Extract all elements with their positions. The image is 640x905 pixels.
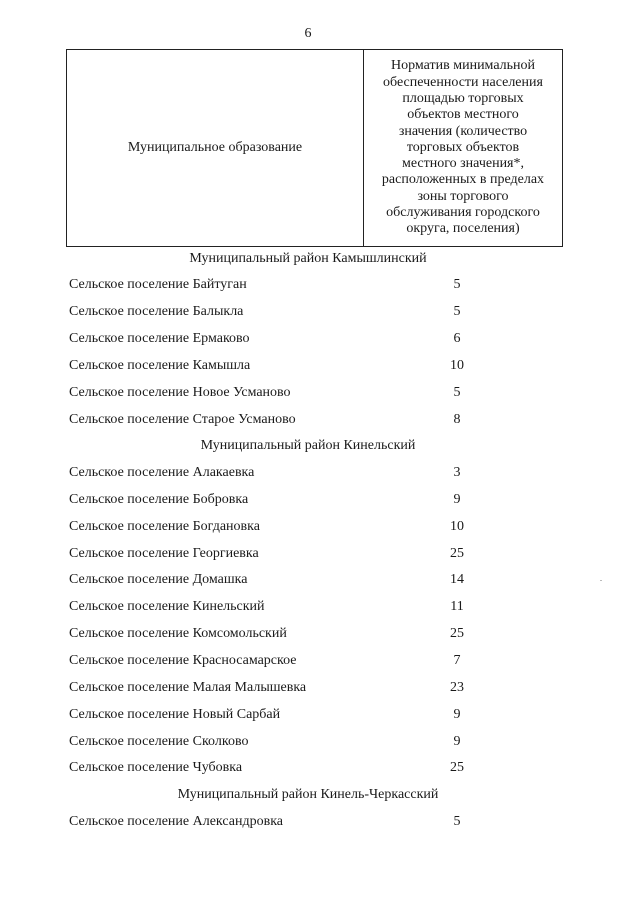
settlement-value: 23 (450, 680, 464, 695)
settlement-value: 25 (450, 760, 464, 775)
header-municipality-cell (67, 50, 364, 247)
settlement-value: 10 (450, 358, 464, 373)
table-row (69, 330, 499, 348)
settlement-name: Сельское поселение Александровка (69, 814, 284, 829)
settlement-name: Сельское поселение Комсомольский (69, 626, 287, 641)
settlement-value: 10 (450, 519, 464, 534)
settlement-value: 5 (453, 277, 461, 292)
settlement-name: Сельское поселение Домашка (69, 572, 248, 587)
table-row (69, 652, 499, 670)
settlement-name: Сельское поселение Кинельский (69, 599, 265, 614)
settlement-name: Сельское поселение Новый Сарбай (69, 707, 281, 722)
header-norm-line: значения (количество (398, 123, 528, 139)
settlement-value: 9 (453, 734, 461, 749)
table-row (69, 411, 499, 429)
header-norm-line: объектов местного (407, 107, 519, 123)
table-row (69, 625, 499, 643)
settlement-name: Сельское поселение Георгиевка (69, 546, 259, 561)
table-row (69, 518, 499, 536)
settlement-name: Сельское поселение Новое Усманово (69, 385, 291, 400)
settlement-value: 3 (453, 465, 461, 480)
group-title-kinelsky: Муниципальный район Кинельский (200, 438, 416, 453)
settlement-name: Сельское поселение Балыкла (69, 304, 244, 319)
table-row (69, 464, 499, 482)
settlement-name: Сельское поселение Камышла (69, 358, 251, 373)
settlement-value: 5 (453, 304, 461, 319)
scan-speck (600, 580, 602, 581)
table-row (69, 759, 499, 777)
table-row (69, 733, 499, 751)
settlement-value: 25 (450, 626, 464, 641)
table-row (69, 303, 499, 321)
settlement-name: Сельское поселение Старое Усманово (69, 412, 296, 427)
table-row (69, 571, 499, 589)
settlement-name: Сельское поселение Сколково (69, 734, 249, 749)
settlement-name: Сельское поселение Бобровка (69, 492, 249, 507)
group-title-kamyshlinsky: Муниципальный район Камышлинский (189, 251, 427, 266)
header-norm-line: обеспеченности населения (383, 74, 543, 90)
table-row (69, 545, 499, 563)
header-norm-line: зоны торгового (417, 188, 509, 204)
header-norm-line: расположенных в пределах (381, 172, 545, 188)
table-row (69, 384, 499, 402)
table-row (69, 276, 499, 294)
table-row (69, 706, 499, 724)
settlement-name: Сельское поселение Богдановка (69, 519, 260, 534)
settlement-name: Сельское поселение Малая Малышевка (69, 680, 307, 695)
settlement-name: Сельское поселение Алакаевка (69, 465, 255, 480)
settlement-value: 5 (453, 814, 461, 829)
header-norm-cell (364, 50, 563, 247)
header-norm-line: торговых объектов (406, 139, 520, 155)
settlement-value: 14 (450, 572, 464, 587)
page-number: 6 (304, 26, 312, 41)
settlement-value: 5 (453, 385, 461, 400)
settlement-name: Сельское поселение Чубовка (69, 760, 243, 775)
header-norm-line: обслуживания городского (386, 205, 540, 221)
settlement-name: Сельское поселение Байтуган (69, 277, 247, 292)
table-row (69, 357, 499, 375)
header-norm-line: округа, поселения) (406, 221, 520, 237)
table-row (69, 679, 499, 697)
group-title-kinel-cherkassky: Муниципальный район Кинель-Черкасский (177, 787, 439, 802)
settlement-name: Сельское поселение Ермаково (69, 331, 250, 346)
header-norm-line: Норматив минимальной (390, 58, 536, 74)
header-norm-line: площадью торговых (402, 90, 524, 106)
table-row (69, 813, 499, 831)
header-norm-line: местного значения*, (402, 156, 524, 172)
settlement-value: 8 (453, 412, 461, 427)
table-row (69, 598, 499, 616)
settlement-value: 9 (453, 707, 461, 722)
settlement-value: 25 (450, 546, 464, 561)
settlement-name: Сельское поселение Красносамарское (69, 653, 297, 668)
settlement-value: 6 (453, 331, 461, 346)
header-table (66, 49, 563, 247)
settlement-value: 11 (450, 599, 464, 614)
header-municipality-label: Муниципальное образование (127, 140, 303, 155)
settlement-value: 7 (453, 653, 461, 668)
settlement-value: 9 (453, 492, 461, 507)
table-row (69, 491, 499, 509)
